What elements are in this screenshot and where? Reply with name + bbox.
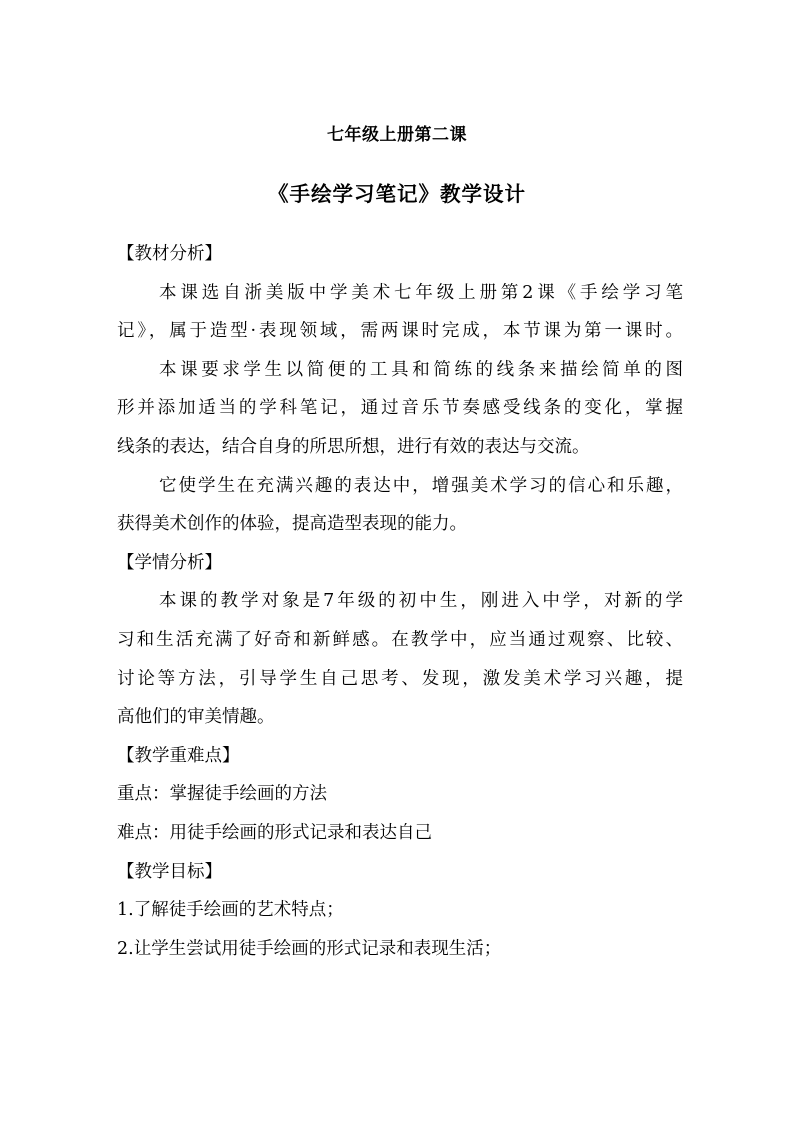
document-subtitle: 七年级上册第二课 bbox=[327, 125, 467, 145]
section-heading-key-points: 【教学重难点】 bbox=[117, 745, 240, 766]
key-point-text: 重点：掌握徒手绘画的方法 bbox=[117, 784, 327, 805]
document-title: 《手绘学习笔记》教学设计 bbox=[268, 182, 526, 206]
paragraph-line: 讨论等方法，引导学生自己思考、发现，激发美术学习兴趣，提 bbox=[117, 668, 683, 689]
paragraph-line: 习和生活充满了好奇和新鲜感。在教学中，应当通过观察、比较、 bbox=[117, 629, 683, 650]
paragraph-line: 高他们的审美情趣。 bbox=[117, 707, 275, 728]
section-heading-student-analysis: 【学情分析】 bbox=[117, 552, 222, 573]
paragraph-line: 本课的教学对象是7年级的初中生，刚进入中学，对新的学 bbox=[159, 591, 683, 612]
document-body bbox=[117, 235, 683, 968]
paragraph-line: 它使学生在充满兴趣的表达中，增强美术学习的信心和乐趣， bbox=[159, 475, 683, 496]
objective-item: 1.了解徒手绘画的艺术特点； bbox=[117, 900, 344, 921]
paragraph-line: 获得美术创作的体验，提高造型表现的能力。 bbox=[117, 514, 467, 535]
difficulty-text: 难点：用徒手绘画的形式记录和表达自己 bbox=[117, 822, 432, 843]
paragraph-line: 形并添加适当的学科笔记，通过音乐节奏感受线条的变化，掌握 bbox=[117, 398, 683, 419]
section-heading-textbook-analysis: 【教材分析】 bbox=[117, 244, 222, 264]
paragraph-line: 记》，属于造型·表现领域，需两课时完成，本节课为第一课时。 bbox=[117, 321, 683, 342]
objective-item: 2.让学生尝试用徒手绘画的形式记录和表现生活； bbox=[117, 938, 502, 959]
paragraph-line: 线条的表达，结合自身的所思所想，进行有效的表达与交流。 bbox=[117, 436, 590, 457]
section-heading-objectives: 【教学目标】 bbox=[117, 861, 222, 882]
paragraph-line: 本课选自浙美版中学美术七年级上册第2课《手绘学习笔 bbox=[159, 282, 683, 303]
paragraph-line: 本课要求学生以简便的工具和简练的线条来描绘简单的图 bbox=[159, 359, 683, 380]
